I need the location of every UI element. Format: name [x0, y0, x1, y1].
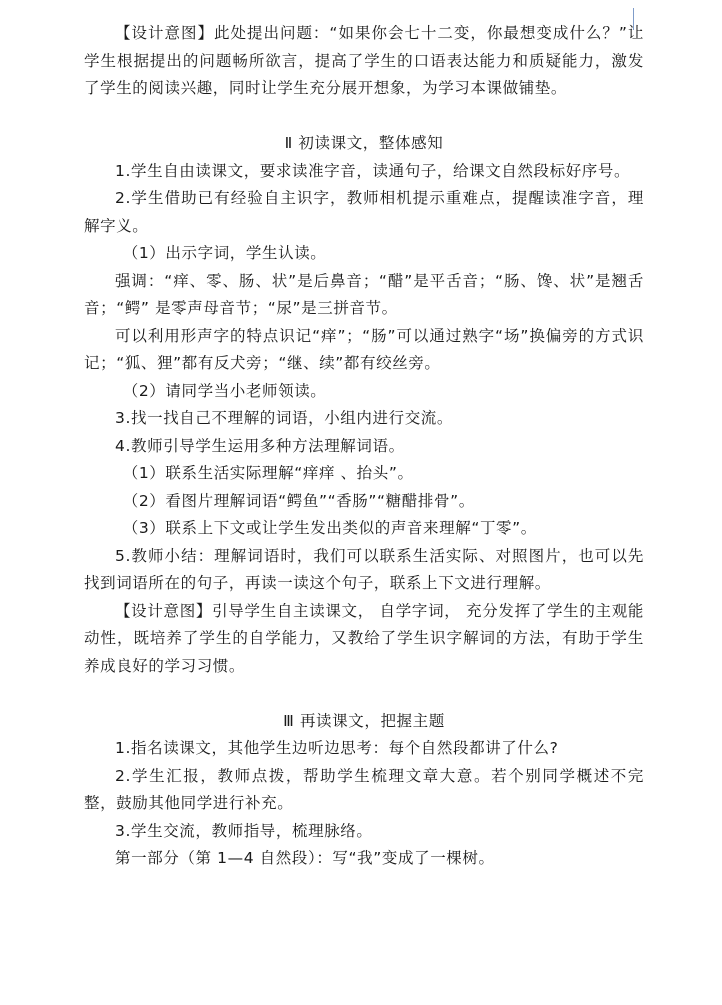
step-paragraph: 3.学生交流，教师指导，梳理脉络。 [115, 821, 373, 840]
sub-step-paragraph: （2）请同学当小老师领读。 [122, 381, 327, 400]
sub-step-paragraph: （3）联系上下文或让学生发出类似的声音来理解“丁零”。 [122, 519, 537, 537]
section-heading: Ⅲ 再读课文，把握主题 [283, 711, 445, 730]
blank-line [84, 103, 644, 131]
blank-line [84, 680, 644, 708]
step-paragraph: 1.学生自由读课文，要求读准字音，读通句子，给课文自然段标好序号。 [115, 161, 631, 180]
memory-tip-paragraph: 可以利用形声字的特点识记“痒”；“肠”可以通过熟字“场”换偏旁的方式识记；“狐、狸”都有反犬旁；“继、续”都有绞丝旁。 [84, 326, 644, 372]
step-paragraph: 3.找一找自己不理解的词语，小组内进行交流。 [115, 409, 453, 427]
document-body [84, 20, 644, 873]
sub-step-paragraph: （2）看图片理解词语“鳄鱼”“香肠”“糖醋排骨”。 [122, 491, 475, 510]
sub-step-paragraph: （1）联系生活实际理解“痒痒 、抬头”。 [122, 464, 414, 482]
step-paragraph: 2.学生汇报，教师点拨，帮助学生梳理文章大意。若个别同学概述不完整，鼓励其他同学进行补充。 [84, 766, 644, 812]
part-paragraph: 第一部分（第 1—4 自然段）：写“我”变成了一棵树。 [115, 849, 495, 867]
summary-paragraph: 5.教师小结：理解词语时，我们可以联系生活实际、对照图片，也可以先找到词语所在的句子，再读一读这个句子，联系上下文进行理解。 [84, 546, 644, 592]
design-intent-paragraph: 【设计意图】引导学生自主读课文， 自学字词， 充分发挥了学生的主观能动性，既培养了学生的自学能力，又教给了学生识字解词的方法，有助于学生养成良好的学习习惯。 [84, 601, 644, 675]
section-heading: Ⅱ 初读课文，整体感知 [284, 134, 444, 152]
emphasis-paragraph: 强调：“痒、零、肠、状”是后鼻音；“醋”是平舌音；“肠、馋、状”是翘舌音；“鳄” 是零声母音节；“尿”是三拼音节。 [84, 271, 644, 317]
step-paragraph: 2.学生借助已有经验自主识字，教师相机提示重难点，提醒读准字音，理解字义。 [84, 189, 644, 235]
step-paragraph: 4.教师引导学生运用多种方法理解词语。 [115, 436, 405, 455]
design-intent-paragraph: 【设计意图】此处提出问题：“如果你会七十二变，你最想变成什么？”让学生根据提出的问题畅所欲言，提高了学生的口语表达能力和质疑能力，激发了学生的阅读兴趣，同时让学生充分展开想象，为学习本课做铺垫。 [84, 24, 644, 97]
step-paragraph: 1.指名读课文，其他学生边听边思考：每个自然段都讲了什么? [115, 739, 559, 757]
sub-step-paragraph: （1）出示字词，学生认读。 [122, 244, 327, 262]
